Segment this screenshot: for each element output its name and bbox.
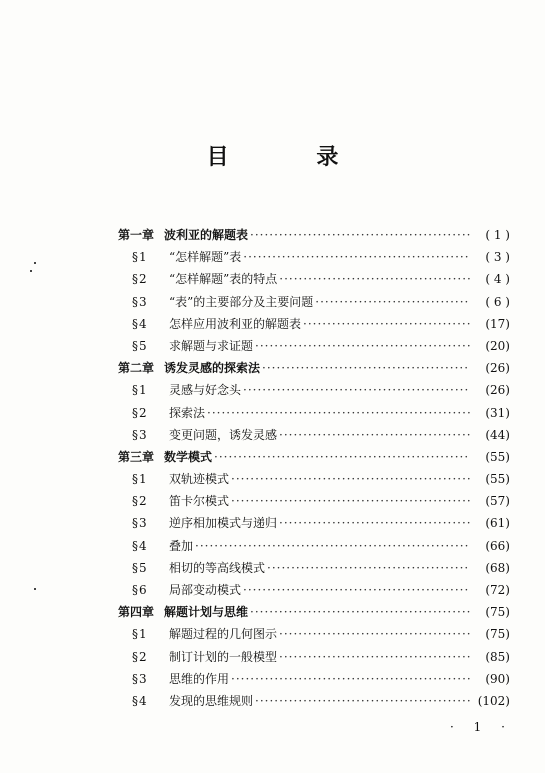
section-label: §2 <box>132 494 148 509</box>
toc-section-row <box>118 426 510 448</box>
dot-leader <box>207 406 470 420</box>
dot-leader <box>279 627 470 641</box>
section-label: §3 <box>132 516 148 531</box>
toc-section-row <box>118 470 510 492</box>
section-title: 变更问题，诱发灵感 <box>169 427 278 442</box>
page-reference: (26) <box>485 383 510 398</box>
page-reference: (102) <box>477 693 510 708</box>
section-title: “表”的主要部分及主要问题 <box>169 294 314 309</box>
chapter-title: 波利亚的解题表 <box>164 228 249 242</box>
page-reference: (90) <box>485 671 510 686</box>
dot-leader <box>279 650 470 664</box>
section-title: 逆序相加模式与递归 <box>169 516 278 531</box>
section-label: §4 <box>132 538 148 553</box>
dot-leader <box>279 428 470 442</box>
section-title: 相切的等高线模式 <box>169 560 266 575</box>
page-reference: ( 4 ) <box>485 272 510 287</box>
scan-speck <box>30 270 32 272</box>
toc-section-row <box>118 670 510 692</box>
section-label: §1 <box>132 627 148 642</box>
dot-leader <box>243 383 470 397</box>
toc-section-row <box>118 492 510 514</box>
section-title: 灵感与好念头 <box>169 383 242 398</box>
section-label: §4 <box>132 693 148 708</box>
table-of-contents <box>118 226 510 714</box>
chapter-label: 第三章 <box>118 449 155 464</box>
scan-speck <box>34 588 36 590</box>
section-title: 求解题与求证题 <box>169 338 254 353</box>
page-reference: (55) <box>485 449 510 464</box>
section-label: §6 <box>132 583 148 597</box>
toc-section-row <box>118 514 510 536</box>
page-reference: ( 1 ) <box>485 228 510 242</box>
section-label: §2 <box>132 649 148 664</box>
toc-section-row <box>118 692 510 714</box>
toc-chapter-row <box>118 226 510 248</box>
dot-leader <box>255 339 470 353</box>
dot-leader <box>255 694 470 708</box>
dot-leader <box>243 583 470 597</box>
page-reference: (44) <box>485 427 510 442</box>
page-title: 目 录 <box>206 145 379 170</box>
scan-speck <box>34 262 36 264</box>
dot-leader <box>279 516 470 530</box>
page-reference: (20) <box>485 338 510 353</box>
page-reference: (68) <box>485 560 510 575</box>
toc-section-row <box>118 404 510 426</box>
toc-section-row <box>118 293 510 315</box>
chapter-title: 数学模式 <box>164 449 213 464</box>
section-label: §3 <box>132 294 148 309</box>
page-reference: (85) <box>485 649 510 664</box>
toc-chapter-row <box>118 359 510 381</box>
toc-section-row <box>118 248 510 270</box>
dot-leader <box>231 672 470 686</box>
section-title: “怎样解题”表 <box>169 250 242 265</box>
chapter-title: 诱发灵感的探索法 <box>164 361 261 376</box>
dot-leader <box>315 295 470 309</box>
page-reference: (17) <box>485 316 510 331</box>
toc-section-row <box>118 559 510 581</box>
toc-chapter-row <box>118 448 510 470</box>
section-label: §4 <box>132 316 148 331</box>
section-title: 解题过程的几何图示 <box>169 627 278 642</box>
page-reference: (57) <box>485 494 510 509</box>
dot-leader <box>243 250 470 264</box>
page-reference: (72) <box>485 583 510 597</box>
section-label: §1 <box>132 250 148 265</box>
toc-chapter-row <box>118 603 510 625</box>
section-title: 探索法 <box>169 405 206 420</box>
toc-section-row <box>118 625 510 647</box>
page-number-footer: · 1 · <box>450 720 513 734</box>
chapter-label: 第二章 <box>118 361 155 376</box>
toc-section-row <box>118 337 510 359</box>
page-reference: (26) <box>485 361 510 376</box>
section-title: “怎样解题”表的特点 <box>169 272 278 287</box>
section-title: 局部变动模式 <box>169 583 242 597</box>
page-reference: (75) <box>485 627 510 642</box>
section-title: 叠加 <box>169 538 194 553</box>
page-reference: ( 3 ) <box>485 250 510 265</box>
chapter-label: 第四章 <box>118 605 155 620</box>
toc-section-row <box>118 270 510 292</box>
toc-section-row <box>118 648 510 670</box>
section-label: §3 <box>132 427 148 442</box>
section-title: 笛卡尔模式 <box>169 494 230 509</box>
chapter-title: 解题计划与思维 <box>164 605 249 620</box>
section-title: 思维的作用 <box>169 671 230 686</box>
dot-leader <box>279 272 470 286</box>
toc-section-row <box>118 537 510 559</box>
section-label: §2 <box>132 405 148 420</box>
dot-leader <box>250 228 470 242</box>
page-reference: ( 6 ) <box>485 294 510 309</box>
dot-leader <box>267 561 470 575</box>
toc-section-row <box>118 315 510 337</box>
toc-section-row <box>118 381 510 403</box>
dot-leader <box>262 361 470 375</box>
dot-leader <box>214 450 470 464</box>
section-title: 怎样应用波利亚的解题表 <box>169 316 302 331</box>
page-reference: (75) <box>485 605 510 620</box>
page-reference: (61) <box>485 516 510 531</box>
section-label: §5 <box>132 560 148 575</box>
section-label: §2 <box>132 272 148 287</box>
section-title: 制订计划的一般模型 <box>169 649 278 664</box>
dot-leader <box>250 605 470 619</box>
dot-leader <box>303 317 470 331</box>
page-reference: (31) <box>485 405 510 420</box>
dot-leader <box>231 472 470 486</box>
section-title: 发现的思维规则 <box>169 693 254 708</box>
section-label: §1 <box>132 383 148 398</box>
section-label: §5 <box>132 338 148 353</box>
dot-leader <box>231 494 470 508</box>
section-title: 双轨迹模式 <box>169 472 230 487</box>
chapter-label: 第一章 <box>118 228 155 242</box>
toc-section-row <box>118 581 510 603</box>
section-label: §1 <box>132 472 148 487</box>
page-reference: (66) <box>485 538 510 553</box>
dot-leader <box>195 539 470 553</box>
section-label: §3 <box>132 671 148 686</box>
page-reference: (55) <box>485 472 510 487</box>
